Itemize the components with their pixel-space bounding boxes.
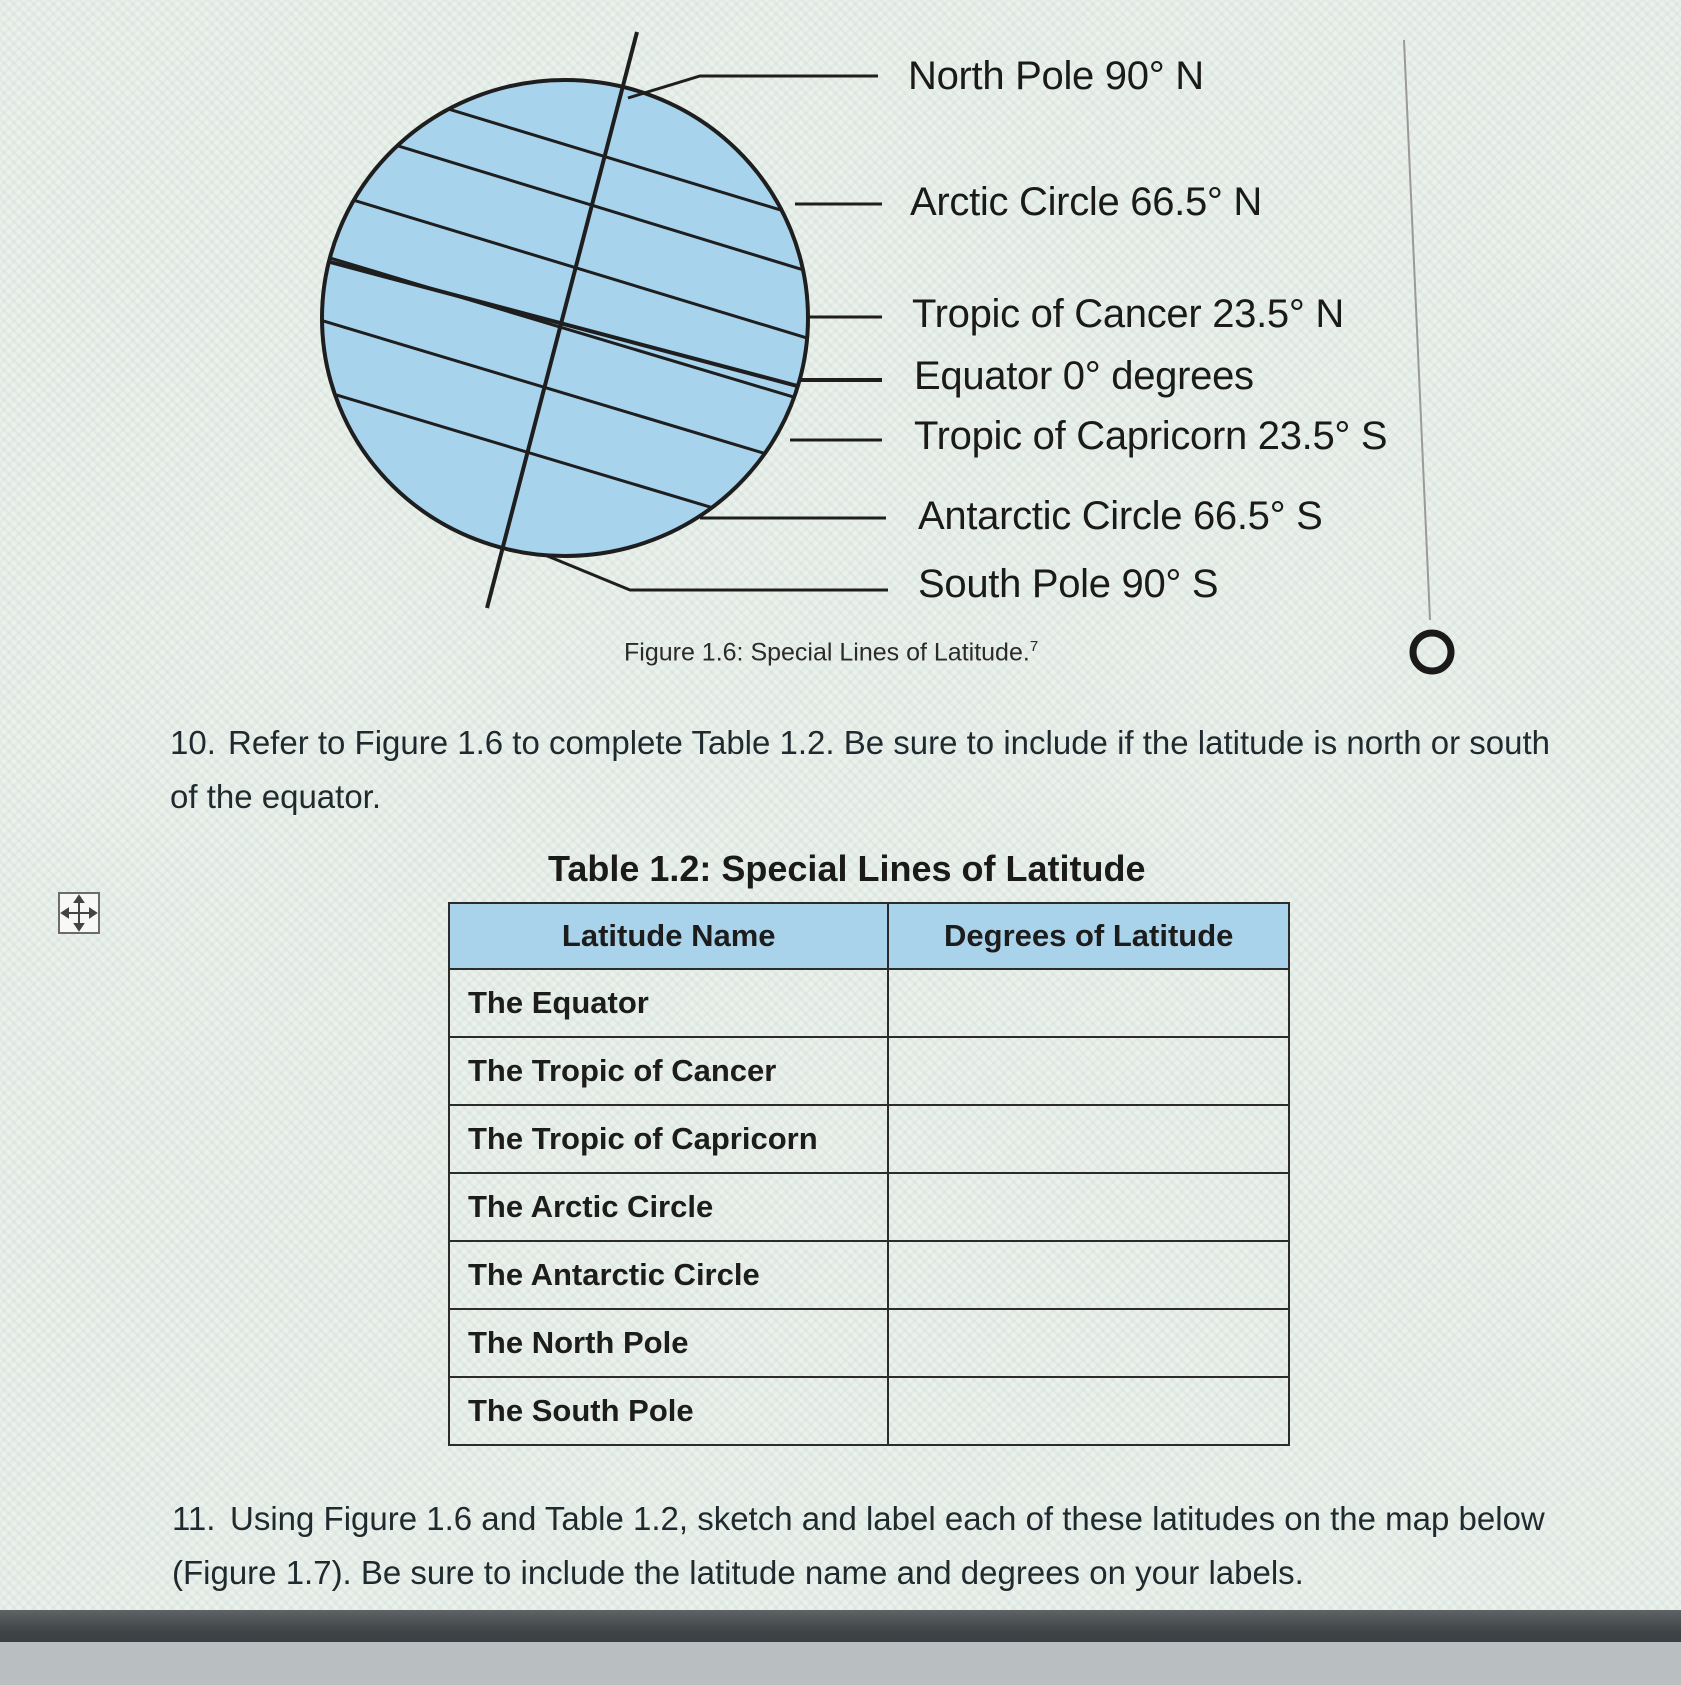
cell-degrees[interactable] xyxy=(888,1037,1289,1105)
figure-caption xyxy=(624,638,1038,667)
question-text: Refer to Figure 1.6 to complete Table 1.2. Be sure to include if the latitude is north or south of the equator. xyxy=(170,724,1550,815)
table-row xyxy=(449,1377,1289,1445)
table-row xyxy=(449,1037,1289,1105)
anchor-connector-line xyxy=(1404,40,1430,620)
cell-latitude-name: The Arctic Circle xyxy=(449,1173,888,1241)
table-row xyxy=(449,1241,1289,1309)
header-degrees-of-latitude: Degrees of Latitude xyxy=(888,903,1289,969)
cell-degrees[interactable] xyxy=(888,1105,1289,1173)
latitude-table xyxy=(448,902,1290,1446)
table-title: Table 1.2: Special Lines of Latitude xyxy=(548,848,1146,889)
footnote-marker: 7 xyxy=(1029,638,1039,655)
table-row xyxy=(449,1173,1289,1241)
globe-diagram xyxy=(0,0,1681,700)
cell-degrees[interactable] xyxy=(888,969,1289,1037)
circle-handle-icon xyxy=(1413,633,1451,671)
move-arrows-icon[interactable] xyxy=(58,892,100,934)
north-pole-leader xyxy=(628,76,878,98)
question-10 xyxy=(170,716,1570,824)
cell-latitude-name: The Equator xyxy=(449,969,888,1037)
table-row xyxy=(449,969,1289,1037)
cell-latitude-name: The Tropic of Cancer xyxy=(449,1037,888,1105)
status-bar xyxy=(0,1642,1681,1685)
label-north-pole: North Pole 90° N xyxy=(908,54,1204,98)
question-number: 11. xyxy=(172,1500,216,1537)
label-south-pole: South Pole 90° S xyxy=(918,562,1219,606)
question-number: 10. xyxy=(170,724,216,761)
figure-caption-text: Figure 1.6: Special Lines of Latitude. xyxy=(624,638,1030,667)
window-bottom-bar xyxy=(0,1610,1681,1685)
header-latitude-name: Latitude Name xyxy=(449,903,888,969)
cell-latitude-name: The Tropic of Capricorn xyxy=(449,1105,888,1173)
globe xyxy=(322,80,808,556)
table-row xyxy=(449,1309,1289,1377)
cell-degrees[interactable] xyxy=(888,1241,1289,1309)
cell-degrees[interactable] xyxy=(888,1173,1289,1241)
label-tropic-of-capricorn: Tropic of Capricorn 23.5° S xyxy=(914,414,1388,458)
label-antarctic-circle: Antarctic Circle 66.5° S xyxy=(918,494,1323,538)
figure-special-lines-of-latitude xyxy=(0,0,1681,700)
cell-latitude-name: The Antarctic Circle xyxy=(449,1241,888,1309)
label-arctic-circle: Arctic Circle 66.5° N xyxy=(910,180,1263,224)
cell-degrees[interactable] xyxy=(888,1377,1289,1445)
cell-degrees[interactable] xyxy=(888,1309,1289,1377)
question-text: Using Figure 1.6 and Table 1.2, sketch and label each of these latitudes on the map below (Figure 1.7). Be sure to include the latitude name and degrees on your labels. xyxy=(172,1500,1545,1591)
cell-latitude-name: The South Pole xyxy=(449,1377,888,1445)
table-header-row xyxy=(449,903,1289,969)
table-row xyxy=(449,1105,1289,1173)
south-pole-leader xyxy=(545,555,888,590)
cell-latitude-name: The North Pole xyxy=(449,1309,888,1377)
question-11 xyxy=(172,1492,1572,1600)
label-equator: Equator 0° degrees xyxy=(914,354,1254,398)
label-tropic-of-cancer: Tropic of Cancer 23.5° N xyxy=(912,292,1344,336)
